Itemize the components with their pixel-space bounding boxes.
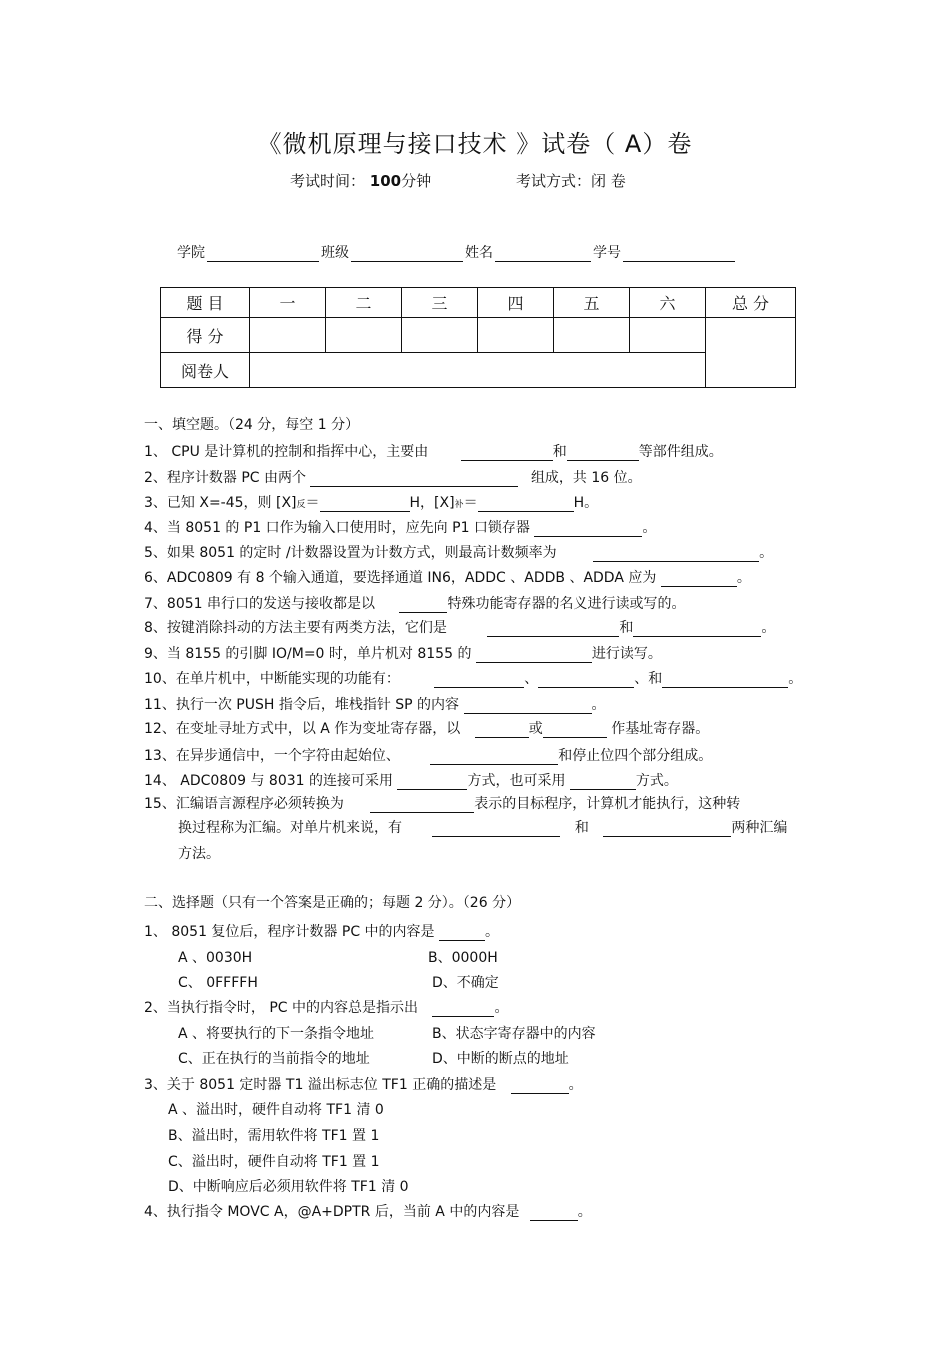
answer-blank[interactable] bbox=[603, 822, 731, 837]
question-1-3 bbox=[144, 492, 598, 512]
q-text: 。 bbox=[577, 1204, 592, 1220]
q-text: 方式，也可采用 bbox=[467, 773, 566, 789]
q-text: 组成，共 16 位。 bbox=[530, 470, 642, 486]
q-text: 9、当 8155 的引脚 IO/M=0 时，单片机对 8155 的 bbox=[144, 646, 472, 662]
question-1-2 bbox=[144, 467, 642, 487]
q-text: 作基址寄存器。 bbox=[611, 721, 710, 737]
answer-blank[interactable] bbox=[461, 446, 553, 461]
answer-blank[interactable] bbox=[534, 522, 642, 537]
id-label: 学号 bbox=[593, 245, 621, 261]
q-text: 13、在异步通信中，一个字符由起始位、 bbox=[144, 748, 400, 764]
q-text: 。 bbox=[761, 620, 776, 636]
q-text: 3、已知 X=-45，则 [X] bbox=[144, 495, 297, 511]
exam-mode: 考试方式：闭 卷 bbox=[516, 172, 626, 190]
question-2-1 bbox=[144, 921, 499, 941]
question-1-5 bbox=[144, 542, 773, 562]
q-text: 4、当 8051 的 P1 口作为输入口使用时，应先向 P1 口锁存器 bbox=[144, 520, 530, 536]
q-text: 10、在单片机中，中断能实现的功能有： bbox=[144, 671, 400, 687]
question-1-15-end: 方法。 bbox=[178, 846, 220, 862]
option-2-2-b[interactable]: B、状态字寄存器中的内容 bbox=[432, 1026, 596, 1042]
option-2-2-c[interactable]: C、正在执行的当前指令的地址 bbox=[178, 1051, 370, 1067]
answer-blank[interactable] bbox=[633, 622, 761, 637]
college-field[interactable] bbox=[207, 247, 319, 262]
exam-time-label: 考试时间： bbox=[290, 172, 366, 190]
option-2-3-b[interactable]: B、溢出时，需用软件将 TF1 置 1 bbox=[168, 1128, 380, 1144]
answer-blank[interactable] bbox=[538, 673, 634, 688]
page-title: 《微机原理与接口技术 》试卷（ A）卷 bbox=[257, 130, 693, 158]
q-text: 特殊功能寄存器的名义进行读或写的。 bbox=[447, 596, 686, 612]
score-cell[interactable] bbox=[478, 318, 554, 353]
q-text: 两种汇编 bbox=[731, 820, 788, 836]
q-text: H，[X] bbox=[409, 495, 455, 511]
answer-blank[interactable] bbox=[397, 775, 467, 790]
table-header: 二 bbox=[326, 288, 402, 318]
name-field[interactable] bbox=[495, 247, 591, 262]
table-header: 三 bbox=[402, 288, 478, 318]
answer-blank[interactable] bbox=[567, 446, 639, 461]
reviewer-cell[interactable] bbox=[250, 353, 706, 388]
option-2-1-a[interactable]: A 、0030H bbox=[178, 950, 253, 966]
class-label: 班级 bbox=[321, 245, 349, 261]
q-text: 。 bbox=[485, 924, 500, 940]
q-text: 7、8051 串行口的发送与接收都是以 bbox=[144, 596, 375, 612]
q-text: 和 bbox=[552, 444, 567, 460]
question-2-2 bbox=[144, 997, 508, 1017]
question-1-15 bbox=[144, 793, 740, 813]
exam-time-unit: 分钟 bbox=[401, 172, 432, 190]
answer-blank[interactable] bbox=[478, 497, 574, 512]
q-text: 和停止位四个部分组成。 bbox=[558, 748, 713, 764]
score-row bbox=[161, 318, 796, 353]
q-text: 5、如果 8051 的定时 /计数器设置为计数方式，则最高计数频率为 bbox=[144, 545, 557, 561]
answer-blank[interactable] bbox=[439, 926, 485, 941]
class-field[interactable] bbox=[351, 247, 463, 262]
question-1-13 bbox=[144, 745, 712, 765]
question-1-1 bbox=[144, 441, 723, 461]
question-1-10 bbox=[144, 668, 802, 688]
q-text: 、和 bbox=[634, 671, 663, 687]
option-2-3-a[interactable]: A 、溢出时，硬件自动将 TF1 清 0 bbox=[168, 1102, 384, 1118]
question-1-6 bbox=[144, 567, 751, 587]
q-text: 。 bbox=[568, 1077, 583, 1093]
table-header-row bbox=[161, 288, 796, 318]
reviewer-row bbox=[161, 353, 796, 388]
answer-blank[interactable] bbox=[432, 1002, 494, 1017]
q-text: 或 bbox=[528, 721, 543, 737]
table-header: 四 bbox=[478, 288, 554, 318]
answer-blank[interactable] bbox=[464, 699, 592, 714]
answer-blank[interactable] bbox=[593, 547, 759, 562]
name-label: 姓名 bbox=[465, 245, 493, 261]
q-text: 。 bbox=[494, 1000, 509, 1016]
section2-heading: 二、选择题（只有一个答案是正确的；每题 2 分）。（26 分） bbox=[144, 895, 521, 911]
q-text: 11、执行一次 PUSH 指令后，堆栈指针 SP 的内容 bbox=[144, 697, 460, 713]
score-table bbox=[160, 287, 796, 388]
q-text: 6、ADC0809 有 8 个输入通道，要选择通道 IN6，ADDC 、ADDB 、ADDA 应为 bbox=[144, 570, 657, 586]
student-info bbox=[177, 242, 737, 262]
q-text: 。 bbox=[642, 520, 657, 536]
q-text: ＝ bbox=[463, 495, 478, 511]
answer-blank[interactable] bbox=[432, 822, 560, 837]
question-1-7 bbox=[144, 593, 685, 613]
answer-blank[interactable] bbox=[399, 598, 447, 613]
answer-blank[interactable] bbox=[543, 723, 607, 738]
q-text: H。 bbox=[573, 495, 599, 511]
question-1-8 bbox=[144, 617, 775, 637]
option-2-1-c[interactable]: C、 0FFFFH bbox=[178, 975, 258, 991]
q-text: 等部件组成。 bbox=[638, 444, 723, 460]
exam-time bbox=[290, 170, 431, 191]
q-text: 1、 8051 复位后，程序计数器 PC 中的内容是 bbox=[144, 924, 435, 940]
answer-blank[interactable] bbox=[310, 472, 518, 487]
answer-blank[interactable] bbox=[487, 622, 619, 637]
q-text: ＝ bbox=[305, 495, 320, 511]
question-1-11 bbox=[144, 694, 606, 714]
question-1-4 bbox=[144, 517, 656, 537]
question-1-14 bbox=[144, 770, 678, 790]
q-text: 表示的目标程序，计算机才能执行，这种转 bbox=[474, 796, 741, 812]
exam-time-value: 100 bbox=[369, 172, 402, 190]
question-1-15-cont bbox=[178, 817, 787, 837]
college-label: 学院 bbox=[177, 245, 205, 261]
option-2-3-d[interactable]: D、中断响应后必须用软件将 TF1 清 0 bbox=[168, 1179, 409, 1195]
score-cell[interactable] bbox=[250, 318, 326, 353]
q-text: 方式。 bbox=[635, 773, 678, 789]
q-text: 换过程称为汇编。对单片机来说，有 bbox=[178, 820, 402, 836]
q-text: 2、程序计数器 PC 由两个 bbox=[144, 470, 307, 486]
q-text: 4、执行指令 MOVC A，@A+DPTR 后，当前 A 中的内容是 bbox=[144, 1204, 520, 1220]
table-header: 一 bbox=[250, 288, 326, 318]
answer-blank[interactable] bbox=[570, 775, 636, 790]
answer-blank[interactable] bbox=[476, 648, 592, 663]
q-text: 。 bbox=[591, 697, 606, 713]
answer-blank[interactable] bbox=[530, 1206, 578, 1221]
q-text: 2、当执行指令时， PC 中的内容总是指示出 bbox=[144, 1000, 419, 1016]
question-1-9 bbox=[144, 643, 662, 663]
option-2-2-d[interactable]: D、中断的断点的地址 bbox=[432, 1051, 569, 1067]
id-field[interactable] bbox=[623, 247, 735, 262]
answer-blank[interactable] bbox=[370, 798, 474, 813]
option-2-1-b[interactable]: B、0000H bbox=[428, 950, 498, 966]
q-text: 。 bbox=[788, 671, 803, 687]
q-text: 和 bbox=[619, 620, 634, 636]
reviewer-row-label: 阅卷人 bbox=[161, 353, 250, 388]
q-text: 进行读写。 bbox=[591, 646, 662, 662]
score-cell[interactable] bbox=[630, 318, 706, 353]
q-text: 。 bbox=[736, 570, 751, 586]
score-cell[interactable] bbox=[402, 318, 478, 353]
q-text: 和 bbox=[574, 820, 589, 836]
table-header: 题 目 bbox=[161, 288, 250, 318]
q-text: 反 bbox=[296, 500, 306, 510]
table-header: 五 bbox=[554, 288, 630, 318]
section1-heading: 一、填空题。（24 分，每空 1 分） bbox=[144, 417, 360, 433]
q-text: 补 bbox=[454, 500, 464, 510]
q-text: 14、 ADC0809 与 8031 的连接可采用 bbox=[144, 773, 394, 789]
score-cell[interactable] bbox=[326, 318, 402, 353]
option-2-2-a[interactable]: A 、将要执行的下一条指令地址 bbox=[178, 1026, 375, 1042]
option-2-3-c[interactable]: C、溢出时，硬件自动将 TF1 置 1 bbox=[168, 1154, 380, 1170]
answer-blank[interactable] bbox=[320, 497, 410, 512]
answer-blank[interactable] bbox=[475, 723, 529, 738]
score-cell[interactable] bbox=[554, 318, 630, 353]
q-text: 3、关于 8051 定时器 T1 溢出标志位 TF1 正确的描述是 bbox=[144, 1077, 497, 1093]
q-text: 。 bbox=[759, 545, 774, 561]
total-score-cell[interactable] bbox=[706, 318, 796, 388]
question-2-4 bbox=[144, 1201, 592, 1221]
table-header: 总 分 bbox=[706, 288, 796, 318]
question-2-3 bbox=[144, 1074, 583, 1094]
answer-blank[interactable] bbox=[661, 572, 737, 587]
answer-blank[interactable] bbox=[511, 1079, 569, 1094]
q-text: 8、按键消除抖动的方法主要有两类方法，它们是 bbox=[144, 620, 447, 636]
q-text: 12、在变址寻址方式中，以 A 作为变址寄存器，以 bbox=[144, 721, 461, 737]
question-1-12 bbox=[144, 718, 709, 738]
option-2-1-d[interactable]: D、不确定 bbox=[432, 975, 499, 991]
answer-blank[interactable] bbox=[662, 673, 788, 688]
table-header: 六 bbox=[630, 288, 706, 318]
score-row-label: 得 分 bbox=[161, 318, 250, 353]
q-text: 、 bbox=[524, 671, 539, 687]
q-text: 15、汇编语言源程序必须转换为 bbox=[144, 796, 344, 812]
q-text: 1、 CPU 是计算机的控制和指挥中心，主要由 bbox=[144, 444, 429, 460]
answer-blank[interactable] bbox=[430, 750, 558, 765]
answer-blank[interactable] bbox=[434, 673, 524, 688]
